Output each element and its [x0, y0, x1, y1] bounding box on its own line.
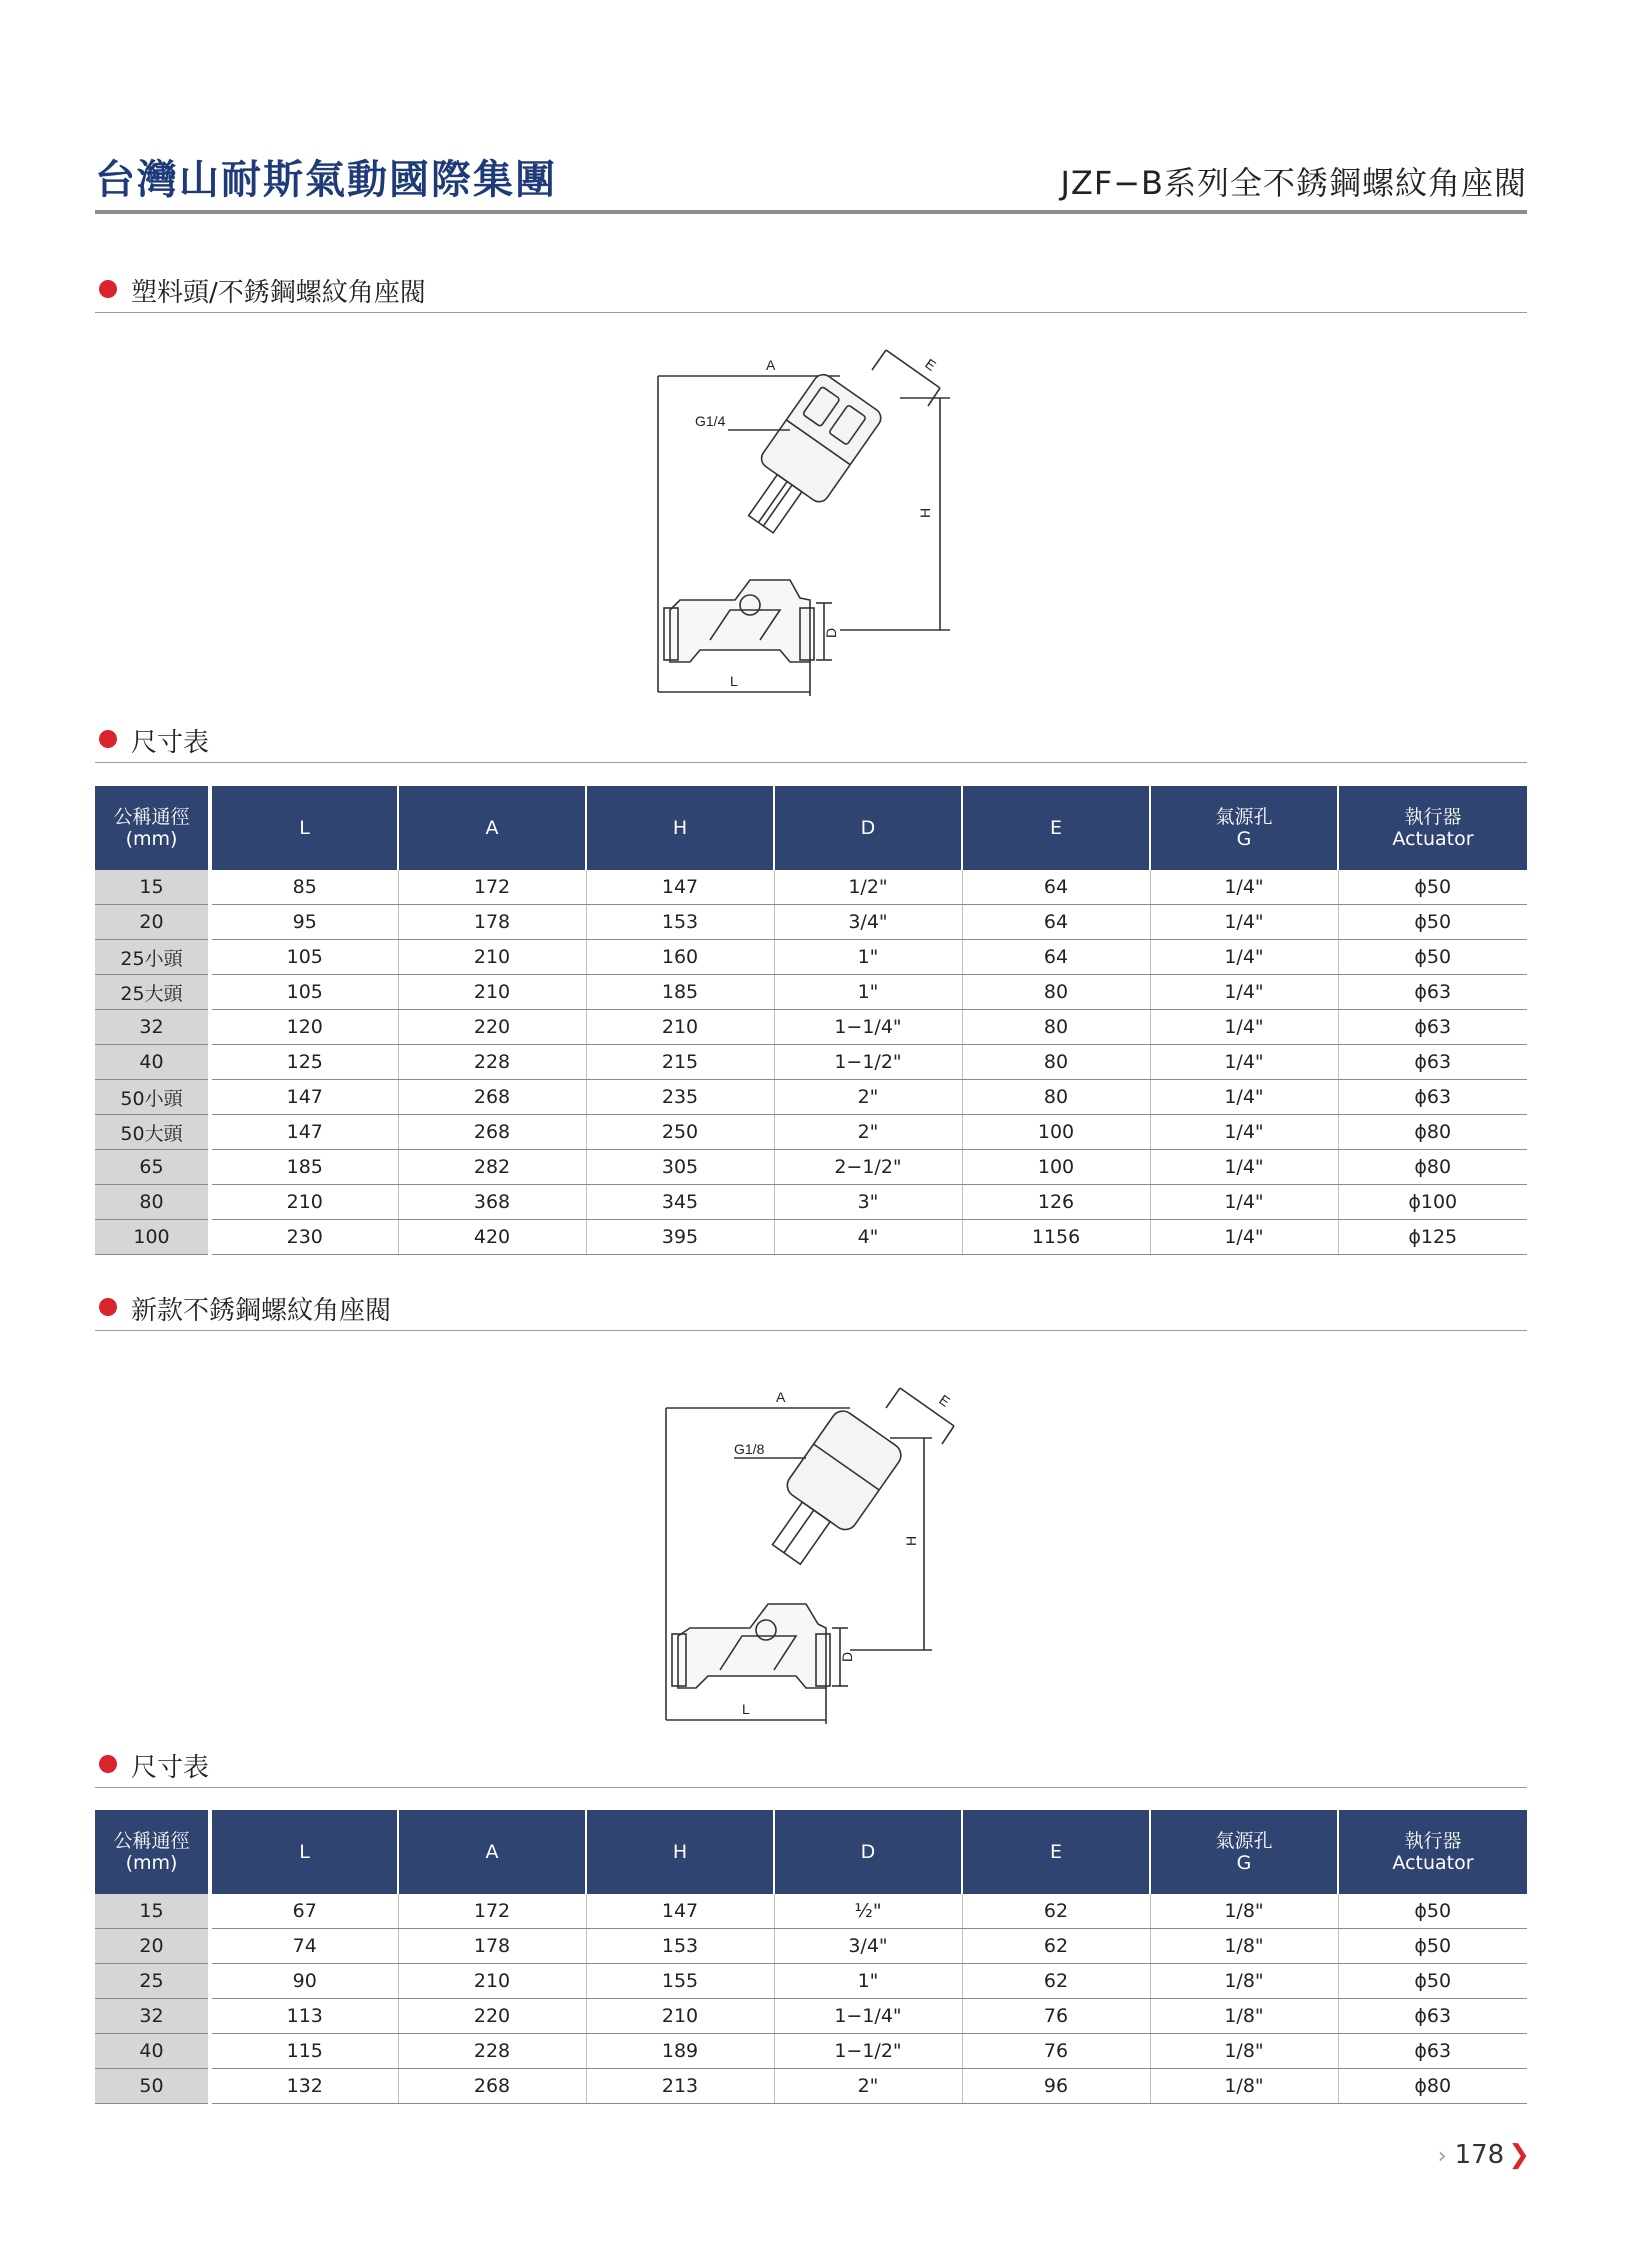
column-header: A	[398, 786, 586, 870]
table-cell: 147	[210, 1115, 398, 1150]
table-cell: 105	[210, 940, 398, 975]
section-title: 塑料頭/不銹鋼螺紋角座閥	[131, 278, 426, 308]
table-cell: 100	[962, 1150, 1150, 1185]
table-cell: 210	[398, 1964, 586, 1999]
table-row	[95, 975, 1527, 1010]
table-cell: 100	[962, 1115, 1150, 1150]
table-cell: 76	[962, 1999, 1150, 2034]
table-row	[95, 1894, 1527, 1929]
nominal-size-cell: 20	[95, 905, 210, 940]
table-cell: 2"	[774, 2069, 962, 2104]
table-row	[95, 905, 1527, 940]
bullet-icon	[99, 1755, 117, 1773]
label-g: G1/8	[734, 1441, 765, 1457]
nominal-size-cell: 40	[95, 1045, 210, 1080]
table-cell: ϕ50	[1338, 1929, 1527, 1964]
valve-drawing	[640, 340, 970, 700]
table-cell: 80	[962, 1010, 1150, 1045]
table-cell: 228	[398, 2034, 586, 2069]
table-cell: ϕ50	[1338, 870, 1527, 905]
column-header: D	[774, 786, 962, 870]
section-title: 新款不銹鋼螺紋角座閥	[131, 1296, 392, 1326]
column-header: 公稱通徑 (mm)	[95, 786, 210, 870]
table-cell: 220	[398, 1010, 586, 1045]
table-cell: 2"	[774, 1080, 962, 1115]
table-cell: 1−1/2"	[774, 1045, 962, 1080]
nominal-size-cell: 50小頭	[95, 1080, 210, 1115]
table-header-row	[95, 1810, 1527, 1894]
section-title: 尺寸表	[131, 728, 210, 758]
section-heading	[95, 1288, 1527, 1331]
section-heading	[95, 720, 1527, 763]
table-cell: 3/4"	[774, 1929, 962, 1964]
table-cell: 132	[210, 2069, 398, 2104]
table-cell: 113	[210, 1999, 398, 2034]
nominal-size-cell: 100	[95, 1220, 210, 1255]
table-row	[95, 1045, 1527, 1080]
nominal-size-cell: 32	[95, 1010, 210, 1045]
table-cell: 155	[586, 1964, 774, 1999]
table-cell: 220	[398, 1999, 586, 2034]
label-a: A	[776, 1389, 786, 1405]
table-cell: 1/4"	[1150, 1010, 1338, 1045]
table-cell: ϕ80	[1338, 2069, 1527, 2104]
nominal-size-cell: 40	[95, 2034, 210, 2069]
table-cell: 1/4"	[1150, 870, 1338, 905]
label-h: H	[903, 1535, 919, 1546]
table-cell: 62	[962, 1894, 1150, 1929]
table-cell: 1/8"	[1150, 2069, 1338, 2104]
table-cell: 125	[210, 1045, 398, 1080]
table-cell: 235	[586, 1080, 774, 1115]
table-cell: 1"	[774, 940, 962, 975]
nominal-size-cell: 15	[95, 1894, 210, 1929]
table-cell: 120	[210, 1010, 398, 1045]
column-header: A	[398, 1810, 586, 1894]
table-cell: ϕ80	[1338, 1115, 1527, 1150]
table-cell: ϕ125	[1338, 1220, 1527, 1255]
table-cell: 62	[962, 1964, 1150, 1999]
company-name: 台灣山耐斯氣動國際集團	[95, 156, 557, 203]
section-heading	[95, 1745, 1527, 1788]
table-cell: ϕ63	[1338, 1080, 1527, 1115]
table-cell: 80	[962, 975, 1150, 1010]
table-cell: 76	[962, 2034, 1150, 2069]
table-cell: ½"	[774, 1894, 962, 1929]
table-cell: 1/8"	[1150, 1929, 1338, 1964]
table-cell: 1/4"	[1150, 1185, 1338, 1220]
table-cell: 74	[210, 1929, 398, 1964]
table-cell: 1/4"	[1150, 1150, 1338, 1185]
table-cell: 147	[586, 870, 774, 905]
table-row	[95, 1220, 1527, 1255]
table-cell: 282	[398, 1150, 586, 1185]
table-cell: 147	[586, 1894, 774, 1929]
table-cell: 1/2"	[774, 870, 962, 905]
column-header: 公稱通徑 (mm)	[95, 1810, 210, 1894]
label-a: A	[766, 357, 776, 373]
page-header	[95, 148, 1527, 212]
label-d: D	[823, 627, 839, 638]
table-row	[95, 870, 1527, 905]
table-cell: 3/4"	[774, 905, 962, 940]
column-header: E	[962, 1810, 1150, 1894]
nominal-size-cell: 25大頭	[95, 975, 210, 1010]
table-cell: 172	[398, 870, 586, 905]
chevron-right-small-icon: ›	[1437, 2144, 1447, 2169]
table-cell: 1−1/4"	[774, 1010, 962, 1045]
table-cell: 250	[586, 1115, 774, 1150]
column-header: D	[774, 1810, 962, 1894]
label-d: D	[839, 1651, 855, 1662]
table-cell: ϕ100	[1338, 1185, 1527, 1220]
bullet-icon	[99, 1298, 117, 1316]
nominal-size-cell: 15	[95, 870, 210, 905]
table-cell: 228	[398, 1045, 586, 1080]
table-cell: ϕ63	[1338, 2034, 1527, 2069]
table-cell: 189	[586, 2034, 774, 2069]
table-cell: 62	[962, 1929, 1150, 1964]
table-cell: ϕ63	[1338, 975, 1527, 1010]
table-cell: 1"	[774, 975, 962, 1010]
table-cell: 268	[398, 1080, 586, 1115]
table-cell: 368	[398, 1185, 586, 1220]
table-cell: 215	[586, 1045, 774, 1080]
table-row	[95, 940, 1527, 975]
table-cell: 1/8"	[1150, 2034, 1338, 2069]
table-cell: 1/4"	[1150, 1045, 1338, 1080]
table-cell: 80	[962, 1045, 1150, 1080]
table-cell: 2"	[774, 1115, 962, 1150]
table-cell: 268	[398, 1115, 586, 1150]
table-cell: 210	[210, 1185, 398, 1220]
table-cell: 178	[398, 1929, 586, 1964]
table-cell: 345	[586, 1185, 774, 1220]
table-cell: 64	[962, 870, 1150, 905]
column-header: 執行器 Actuator	[1338, 1810, 1527, 1894]
table-cell: 1/4"	[1150, 1080, 1338, 1115]
table-row	[95, 1185, 1527, 1220]
column-header: 氣源孔 G	[1150, 1810, 1338, 1894]
table-cell: 172	[398, 1894, 586, 1929]
table-cell: 1/4"	[1150, 1115, 1338, 1150]
table-cell: 2−1/2"	[774, 1150, 962, 1185]
table-row	[95, 2034, 1527, 2069]
table-cell: 210	[398, 940, 586, 975]
table-cell: 1/4"	[1150, 940, 1338, 975]
nominal-size-cell: 20	[95, 1929, 210, 1964]
table-cell: 126	[962, 1185, 1150, 1220]
table-cell: ϕ50	[1338, 905, 1527, 940]
table-cell: ϕ63	[1338, 1999, 1527, 2034]
column-header: L	[210, 1810, 398, 1894]
dimension-table	[95, 1810, 1527, 2104]
table-cell: 115	[210, 2034, 398, 2069]
column-header: E	[962, 786, 1150, 870]
table-cell: 90	[210, 1964, 398, 1999]
nominal-size-cell: 50	[95, 2069, 210, 2104]
series-title: JZF−B系列全不銹鋼螺紋角座閥	[1060, 164, 1527, 202]
table-row	[95, 1080, 1527, 1115]
section-heading	[95, 270, 1527, 313]
table-cell: 213	[586, 2069, 774, 2104]
bullet-icon	[99, 730, 117, 748]
table-cell: ϕ63	[1338, 1010, 1527, 1045]
table-cell: ϕ50	[1338, 1964, 1527, 1999]
table-cell: 1/4"	[1150, 975, 1338, 1010]
valve-diagram	[640, 340, 970, 700]
column-header: 氣源孔 G	[1150, 786, 1338, 870]
table-cell: 1/8"	[1150, 1964, 1338, 1999]
table-cell: 305	[586, 1150, 774, 1185]
table-cell: 95	[210, 905, 398, 940]
table-cell: 80	[962, 1080, 1150, 1115]
column-header: 執行器 Actuator	[1338, 786, 1527, 870]
table-cell: 4"	[774, 1220, 962, 1255]
table-cell: 1/8"	[1150, 1999, 1338, 2034]
table-cell: 268	[398, 2069, 586, 2104]
table-cell: 160	[586, 940, 774, 975]
bullet-icon	[99, 280, 117, 298]
table-row	[95, 1964, 1527, 1999]
table-cell: 67	[210, 1894, 398, 1929]
table-cell: 96	[962, 2069, 1150, 2104]
table-cell: 210	[398, 975, 586, 1010]
dimension-table	[95, 786, 1527, 1255]
table-cell: 105	[210, 975, 398, 1010]
label-h: H	[917, 507, 933, 518]
table-row	[95, 1115, 1527, 1150]
table-cell: 178	[398, 905, 586, 940]
table-cell: 395	[586, 1220, 774, 1255]
table-cell: 210	[586, 1010, 774, 1045]
nominal-size-cell: 65	[95, 1150, 210, 1185]
nominal-size-cell: 25小頭	[95, 940, 210, 975]
table-header-row	[95, 786, 1527, 870]
table-row	[95, 1150, 1527, 1185]
table-cell: 85	[210, 870, 398, 905]
table-cell: ϕ63	[1338, 1045, 1527, 1080]
column-header: H	[586, 786, 774, 870]
table-cell: 1/4"	[1150, 905, 1338, 940]
table-row	[95, 1010, 1527, 1045]
table-cell: 153	[586, 905, 774, 940]
valve-drawing	[650, 1380, 980, 1740]
table-row	[95, 1999, 1527, 2034]
label-e: E	[936, 1391, 954, 1410]
table-cell: ϕ50	[1338, 1894, 1527, 1929]
valve-diagram	[650, 1380, 980, 1740]
table-cell: 210	[586, 1999, 774, 2034]
table-cell: 153	[586, 1929, 774, 1964]
table-cell: 147	[210, 1080, 398, 1115]
table-cell: 3"	[774, 1185, 962, 1220]
chevron-right-icon: ❯	[1508, 2140, 1530, 2170]
table-row	[95, 2069, 1527, 2104]
table-cell: 1"	[774, 1964, 962, 1999]
table-cell: 1−1/2"	[774, 2034, 962, 2069]
nominal-size-cell: 80	[95, 1185, 210, 1220]
page-number-value: 178	[1454, 2140, 1505, 2170]
column-header: L	[210, 786, 398, 870]
table-cell: 1/8"	[1150, 1894, 1338, 1929]
table-cell: 1/4"	[1150, 1220, 1338, 1255]
table-cell: 1−1/4"	[774, 1999, 962, 2034]
nominal-size-cell: 25	[95, 1964, 210, 1999]
header-divider	[95, 210, 1527, 214]
page-number	[1438, 2140, 1530, 2170]
nominal-size-cell: 50大頭	[95, 1115, 210, 1150]
table-cell: 420	[398, 1220, 586, 1255]
table-cell: 230	[210, 1220, 398, 1255]
label-g: G1/4	[695, 413, 726, 429]
nominal-size-cell: 32	[95, 1999, 210, 2034]
label-e: E	[922, 355, 940, 374]
table-cell: 185	[586, 975, 774, 1010]
table-cell: 64	[962, 940, 1150, 975]
column-header: H	[586, 1810, 774, 1894]
label-l: L	[742, 1701, 750, 1717]
table-cell: ϕ80	[1338, 1150, 1527, 1185]
table-cell: 185	[210, 1150, 398, 1185]
label-l: L	[730, 673, 738, 689]
table-cell: 64	[962, 905, 1150, 940]
section-title: 尺寸表	[131, 1753, 210, 1783]
table-row	[95, 1929, 1527, 1964]
table-cell: 1156	[962, 1220, 1150, 1255]
table-cell: ϕ50	[1338, 940, 1527, 975]
